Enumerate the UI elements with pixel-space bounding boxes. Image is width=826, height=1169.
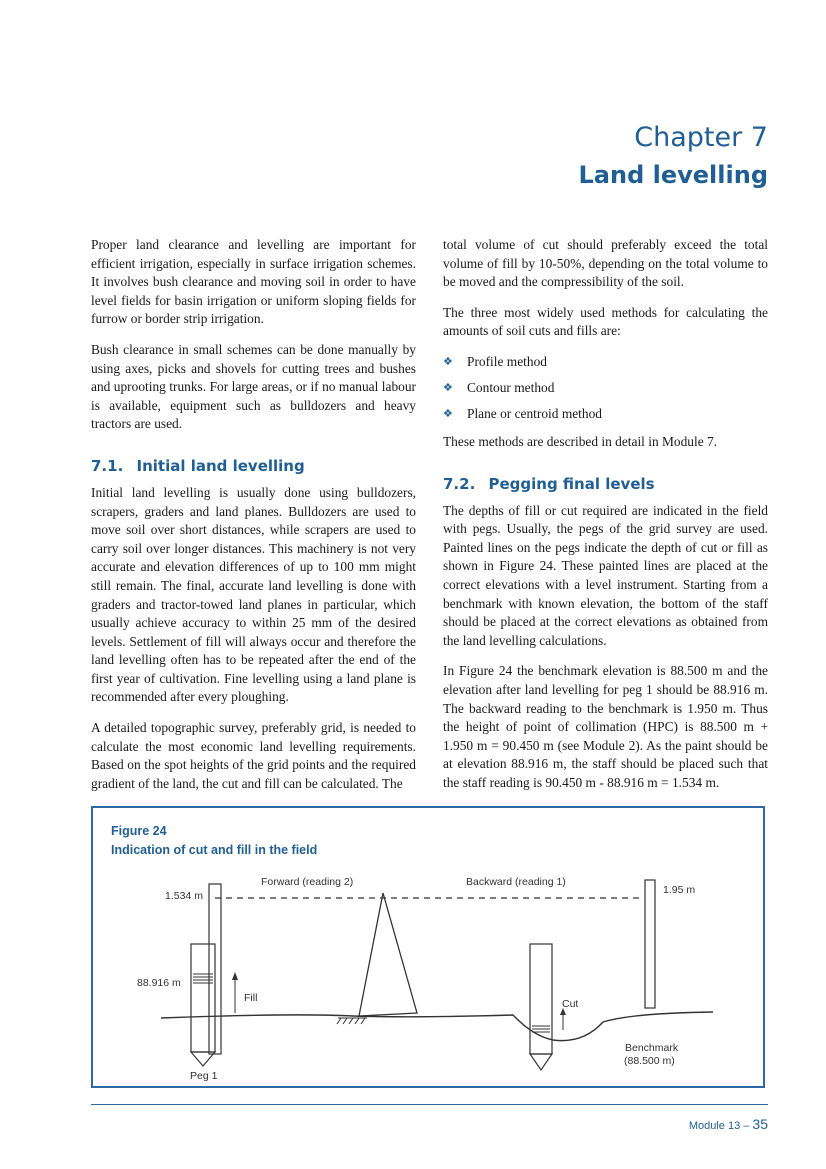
fill-label: Fill [244, 992, 258, 1004]
section-heading-7-1 [91, 456, 416, 476]
peg-2-tip [530, 1054, 552, 1070]
page-number: 35 [752, 1116, 768, 1132]
paragraph: In Figure 24 the benchmark elevation is 88.500 m and the elevation after land levelling for peg 1 should be 88.916 m. The backward reading to the benchmark is 1.950 m. Thus the height of point of collimation (HPC) is 88.500 m + 1.950 m = 90.450 m (see Module 2). As the paint should be at elevation 88.916 m, the staff should be placed such that the staff reading is 90.450 m - 88.916 m = 1.534 m. [443, 663, 768, 790]
paragraph: total volume of cut should preferably exceed the total volume of fill by 10-50%, depending on the total volume to be moved and the compressibility of the soil. [443, 237, 768, 290]
paragraph: The depths of fill or cut required are indicated in the field with pegs. Usually, the pegs of the grid survey are used. Painted lines on the pegs indicate the depth of cut or fill as shown in Figure 24. These painted lines are placed at the correct elevations with a level instrument. Starting from a benchmark with known elevation, the bottom of the staff should be placed at the correct elevations as obtained from the land levelling calculations. [443, 502, 768, 648]
list-item-label: Profile method [467, 353, 547, 369]
section-title: Initial land levelling [136, 456, 305, 475]
left-column [91, 236, 416, 805]
section-number: 7.1. [91, 456, 124, 475]
paragraph: Bush clearance in small schemes can be done manually by using axes, picks and shovels for cutting trees and bushes and uprooting trunks. For large areas, or if no manual labour is available, equipment such as bulldozers and heavy tractors are used. [91, 341, 416, 432]
figure-number: Figure 24 [111, 824, 167, 838]
right-column [443, 236, 768, 804]
paragraph: The three most widely used methods for calculating the amounts of soil cuts and fills are: [443, 304, 768, 339]
page-footer [689, 1116, 768, 1132]
figure-caption: Indication of cut and fill in the field [111, 843, 318, 857]
section-number: 7.2. [443, 474, 476, 493]
section-title: Pegging final levels [488, 474, 655, 493]
figure-24 [91, 806, 765, 1088]
ground-hatch [337, 1018, 367, 1024]
footer-rule [91, 1104, 768, 1105]
chapter-title: Land levelling [578, 161, 768, 189]
peg-1 [191, 944, 215, 1052]
ground-line [161, 1012, 713, 1041]
levelling-diagram [93, 808, 763, 1086]
diamond-bullet-icon: ❖ [443, 407, 453, 420]
peg-1-paint-lines [193, 974, 213, 983]
diamond-bullet-icon: ❖ [443, 355, 453, 368]
benchmark-elevation-label: (88.500 m) [624, 1055, 675, 1067]
level-instrument [359, 893, 417, 1016]
list-item [443, 353, 768, 371]
list-item [443, 405, 768, 423]
list-item-label: Plane or centroid method [467, 405, 602, 421]
forward-label: Forward (reading 2) [261, 876, 354, 888]
benchmark-staff [645, 880, 655, 1008]
peg-label: Peg 1 [190, 1070, 218, 1082]
methods-list [443, 353, 768, 423]
paragraph: Proper land clearance and levelling are important for efficient irrigation, especially in surface irrigation schemes. It involves bush clearance and moving soil in order to have level fields for basin irrigation or uniform sloping fields for furrow or border strip irrigation. [91, 237, 416, 327]
elevation-label: 88.916 m [137, 977, 181, 989]
paragraph: Initial land levelling is usually done using bulldozers, scrapers, graders and land planes. Bulldozers are used to move soil over short distances, while scrapers are used to carry soil over longer distances. This machinery is not very accurate and elevation differences of up to 100 mm might still remain. The final, accurate land levelling is done with graders and tractor-towed land planes in particular, which usually achieve accuracy to within 25 mm of the desired levels. Settlement of fill will always occur and therefore the land levelling often has to be repeated after the end of the first year of cultivation. Fine levelling using a land plane is recommended after every ploughing. [91, 484, 416, 705]
chapter-heading [579, 118, 768, 192]
diamond-bullet-icon: ❖ [443, 381, 453, 394]
backward-label: Backward (reading 1) [466, 876, 566, 888]
peg-2 [530, 944, 552, 1054]
section-heading-7-2 [443, 474, 768, 494]
list-item-label: Contour method [467, 379, 555, 395]
cut-label: Cut [562, 998, 579, 1010]
paragraph: A detailed topographic survey, preferably grid, is needed to calculate the most economic land levelling requirements. Based on the spot heights of the grid points and the required gradient of the land, the cut and fill can be calculated. The [91, 720, 416, 791]
list-item [443, 379, 768, 397]
peg-2-paint-lines [532, 1026, 550, 1032]
chapter-number: Chapter 7 [634, 122, 768, 153]
reading-right-label: 1.95 m [663, 884, 696, 896]
reading-left-label: 1.534 m [165, 890, 203, 902]
paragraph: These methods are described in detail in Module 7. [443, 433, 718, 449]
module-label: Module 13 – [688, 1120, 750, 1132]
benchmark-label: Benchmark [625, 1042, 679, 1054]
